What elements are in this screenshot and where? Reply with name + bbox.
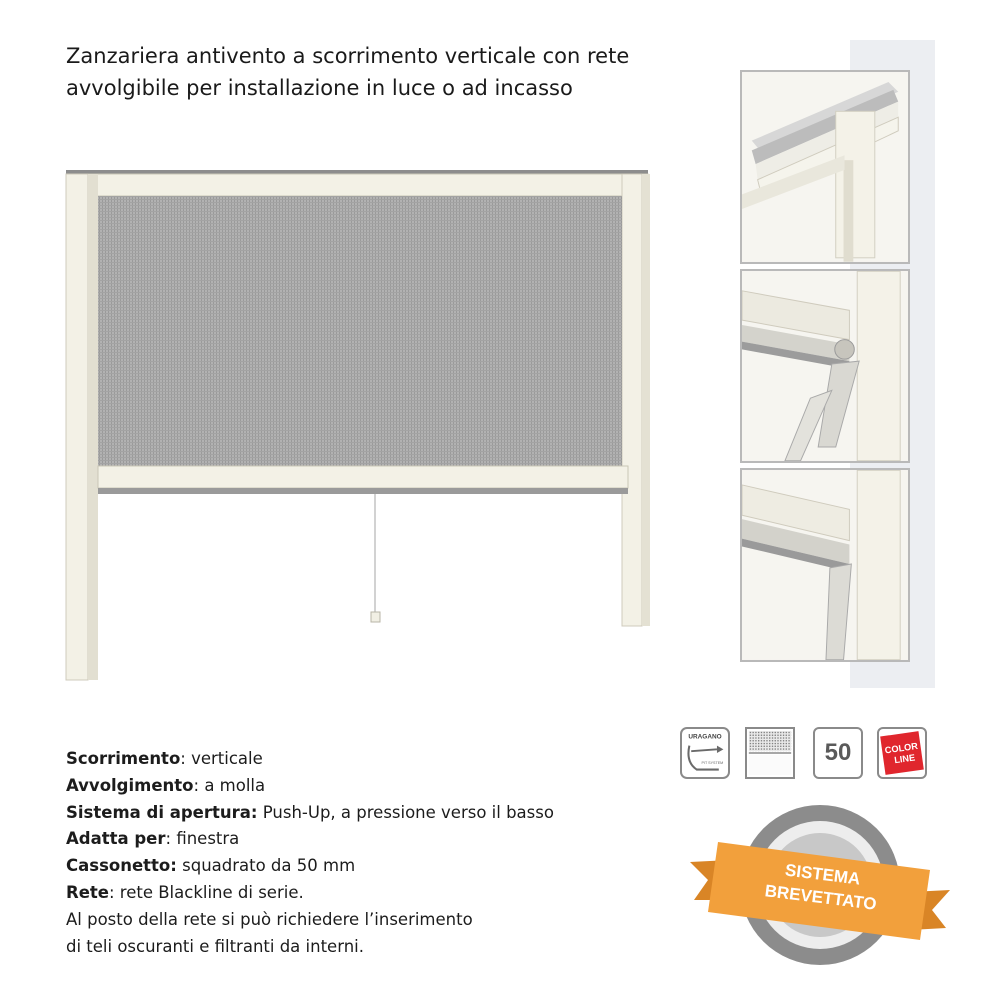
spec-value: finestra	[171, 829, 240, 849]
detail-image-mechanism	[740, 269, 910, 463]
spec-row-scorrimento	[66, 746, 666, 773]
spec-row-adatta-per	[66, 826, 666, 853]
spec-label: Cassonetto:	[66, 856, 177, 876]
badge-line-1: SISTEMA	[784, 860, 862, 889]
spec-label: Scorrimento	[66, 749, 181, 768]
spec-label: Sistema di apertura:	[66, 802, 258, 822]
spec-separator: :	[108, 882, 115, 902]
badge-line-2: BREVETTATO	[763, 881, 878, 914]
feature-icons	[680, 727, 940, 781]
spec-row-sistema-apertura	[66, 800, 666, 827]
spec-label: Adatta per	[66, 829, 166, 849]
detail-image-bottom-bar	[740, 468, 910, 662]
spec-value: verticale	[185, 749, 263, 768]
net-icon	[745, 727, 795, 779]
uragano-sub: PIT SYSTEM	[701, 761, 724, 766]
spec-label: Rete	[66, 882, 109, 902]
spec-separator: :	[180, 749, 186, 768]
spec-value: a molla	[199, 775, 266, 795]
uragano-icon	[680, 727, 730, 779]
cassette-size-icon: 50	[813, 727, 863, 779]
product-main-image	[60, 160, 660, 690]
patented-system-badge	[690, 800, 950, 970]
spec-separator: :	[165, 829, 172, 849]
spec-row-avvolgimento	[66, 773, 666, 800]
color-line-text-1: COLOR	[884, 740, 919, 756]
spec-note-line-2: di teli oscuranti e filtranti da interni.	[66, 936, 364, 956]
spec-value: squadrato da 50 mm	[176, 856, 356, 876]
color-line-text-2: LINE	[893, 752, 916, 766]
color-line-icon	[877, 727, 927, 779]
detail-image-top-cassette	[740, 70, 910, 264]
uragano-label: URAGANO	[688, 733, 722, 741]
spec-value: rete Blackline di serie.	[114, 882, 304, 902]
page-title: Zanzariera antivento a scorrimento verticale con rete avvolgibile per installazione in luce o ad incasso	[66, 44, 630, 100]
specs-list	[66, 746, 666, 960]
spec-separator: :	[193, 775, 200, 795]
spec-row-rete	[66, 880, 666, 907]
spec-value: Push-Up, a pressione verso il basso	[257, 802, 554, 822]
spec-row-cassonetto	[66, 853, 666, 880]
spec-note-line-1: Al posto della rete si può richiedere l’inserimento	[66, 909, 473, 929]
spec-label: Avvolgimento	[66, 775, 194, 795]
